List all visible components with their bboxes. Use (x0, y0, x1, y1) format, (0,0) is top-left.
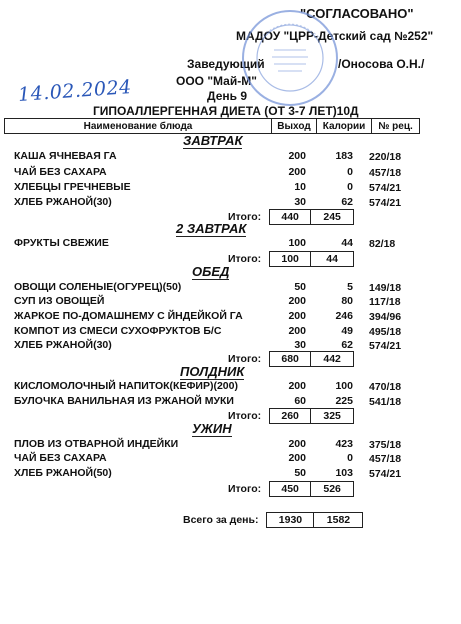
total-calories: 325 (323, 410, 341, 422)
total-output: 260 (270, 409, 311, 423)
dish-output: 200 (288, 380, 306, 392)
dish-calories: 62 (341, 339, 353, 351)
dish-recipe: 574/21 (369, 340, 402, 352)
section-title-breakfast: ЗАВТРАК (183, 133, 243, 148)
table-row (14, 196, 419, 210)
total-label: Итого: (228, 253, 262, 265)
table-row (14, 295, 419, 309)
dish-recipe: 117/18 (369, 296, 401, 308)
dish-name: ОВОЩИ СОЛЕНЫЕ(ОГУРЕЦ)(50) (14, 281, 182, 293)
table-row (14, 181, 419, 195)
dish-calories: 0 (347, 166, 353, 178)
dish-recipe: 394/96 (369, 311, 402, 323)
table-row (14, 339, 419, 353)
dish-output: 50 (294, 281, 306, 293)
dish-recipe: 574/21 (369, 197, 402, 209)
dish-recipe: 574/21 (369, 468, 402, 480)
column-header-recipe: № рец. (378, 120, 413, 132)
table-row (14, 281, 419, 295)
daily-total-output: 1930 (267, 513, 314, 527)
table-header (4, 118, 420, 134)
section-title-dinner: УЖИН (192, 421, 232, 436)
dish-output: 30 (294, 196, 306, 208)
dish-output: 200 (288, 295, 306, 307)
dish-calories: 103 (335, 467, 353, 479)
table-row (14, 310, 419, 324)
dish-output: 200 (288, 452, 306, 464)
dish-recipe: 541/18 (369, 396, 402, 408)
dish-recipe: 470/18 (369, 381, 402, 393)
dish-output: 100 (288, 237, 306, 249)
dish-name: ХЛЕБЦЫ ГРЕЧНЕВЫЕ (14, 181, 131, 193)
section-title-lunch: ОБЕД (192, 264, 230, 279)
total-output: 680 (270, 352, 311, 366)
section-total (228, 408, 354, 424)
dish-calories: 0 (347, 181, 353, 193)
dish-recipe: 220/18 (369, 151, 402, 163)
dish-name: ЧАЙ БЕЗ САХАРА (14, 452, 107, 464)
approval-stamp-icon (240, 8, 340, 108)
dish-calories: 100 (335, 380, 353, 392)
diet-title: ГИПОАЛЛЕРГЕННАЯ ДИЕТА (ОТ 3-7 ЛЕТ)10Д (93, 104, 359, 118)
section-total (228, 351, 354, 367)
dish-output: 200 (288, 310, 306, 322)
dish-recipe: 495/18 (369, 326, 402, 338)
dish-calories: 80 (341, 295, 353, 307)
company-name: ООО "Май-М" (176, 74, 257, 88)
dish-output: 200 (288, 438, 306, 450)
dish-name: КАША ЯЧНЕВАЯ ГА (14, 150, 117, 162)
total-output: 100 (270, 252, 311, 266)
column-header-calories: Калории (317, 119, 372, 133)
organization-name: МАДОУ "ЦРР-Детский сад №252" (236, 29, 434, 43)
dish-calories: 62 (341, 196, 353, 208)
dish-name: ХЛЕБ РЖАНОЙ(50) (14, 467, 112, 479)
column-header-output: Выход (272, 119, 317, 133)
dish-output: 50 (294, 467, 306, 479)
total-label: Итого: (228, 353, 262, 365)
dish-calories: 49 (341, 325, 353, 337)
dish-output: 30 (294, 339, 306, 351)
dish-recipe: 457/18 (369, 167, 402, 179)
total-calories: 526 (323, 483, 341, 495)
dish-name: КИСЛОМОЛОЧНЫЙ НАПИТОК(КЕФИР)(200) (14, 380, 238, 392)
dish-output: 200 (288, 166, 306, 178)
total-calories: 442 (323, 353, 341, 365)
total-label: Итого: (228, 483, 262, 495)
dish-name: ХЛЕБ РЖАНОЙ(30) (14, 196, 112, 208)
total-output: 450 (270, 482, 311, 496)
dish-output: 60 (294, 395, 306, 407)
section-title-afternoon-snack: ПОЛДНИК (180, 364, 245, 379)
dish-recipe: 457/18 (369, 453, 402, 465)
table-row (14, 380, 419, 394)
dish-name: СУП ИЗ ОВОЩЕЙ (14, 295, 105, 307)
total-label: Итого: (228, 211, 262, 223)
table-row (14, 325, 419, 339)
dish-output: 10 (294, 181, 306, 193)
dish-name: БУЛОЧКА ВАНИЛЬНАЯ ИЗ РЖАНОЙ МУКИ (14, 395, 234, 407)
dish-output: 200 (288, 325, 306, 337)
section-total (228, 481, 354, 497)
table-row (14, 166, 419, 180)
dish-output: 200 (288, 150, 306, 162)
handwritten-date: 14.02.2024 (17, 76, 133, 106)
table-row (14, 150, 419, 164)
dish-calories: 183 (335, 150, 353, 162)
dish-name: ЧАЙ БЕЗ САХАРА (14, 166, 107, 178)
daily-total-calories: 1582 (326, 514, 351, 526)
head-signature-name: /Оносова О.Н./ (338, 57, 425, 71)
dish-name: ХЛЕБ РЖАНОЙ(30) (14, 339, 112, 351)
dish-calories: 0 (347, 452, 353, 464)
dish-name: ПЛОВ ИЗ ОТВАРНОЙ ИНДЕЙКИ (14, 438, 179, 450)
menu-day: День 9 (207, 89, 248, 103)
dish-recipe: 375/18 (369, 439, 402, 451)
dish-recipe: 574/21 (369, 182, 402, 194)
total-output: 440 (270, 210, 311, 224)
dish-recipe: 82/18 (369, 238, 396, 250)
dish-recipe: 149/18 (369, 282, 402, 294)
table-row (14, 438, 419, 452)
daily-total (183, 512, 363, 528)
head-label: Заведующий (187, 57, 265, 71)
approval-title: "СОГЛАСОВАНО" (300, 6, 414, 21)
section-title-second-breakfast: 2 ЗАВТРАК (176, 221, 247, 236)
column-header-name: Наименование блюда (5, 119, 272, 133)
dish-calories: 5 (347, 281, 353, 293)
section-total (228, 251, 354, 267)
section-total (228, 209, 354, 225)
dish-calories: 246 (335, 310, 353, 322)
table-row (14, 395, 419, 409)
dish-calories: 423 (335, 438, 353, 450)
dish-name: КОМПОТ ИЗ СМЕСИ СУХОФРУКТОВ Б/С (14, 325, 222, 337)
daily-total-label: Всего за день: (183, 514, 259, 526)
total-label: Итого: (228, 410, 262, 422)
total-calories: 245 (323, 211, 341, 223)
table-row (14, 237, 419, 251)
dish-name: ФРУКТЫ СВЕЖИЕ (14, 237, 109, 249)
dish-name: ЖАРКОЕ ПО-ДОМАШНЕМУ С ЙНДЕЙКОЙ ГА (14, 310, 243, 322)
dish-calories: 44 (341, 237, 353, 249)
dish-calories: 225 (335, 395, 353, 407)
table-row (14, 467, 419, 481)
table-row (14, 452, 419, 466)
total-calories: 44 (326, 253, 338, 265)
